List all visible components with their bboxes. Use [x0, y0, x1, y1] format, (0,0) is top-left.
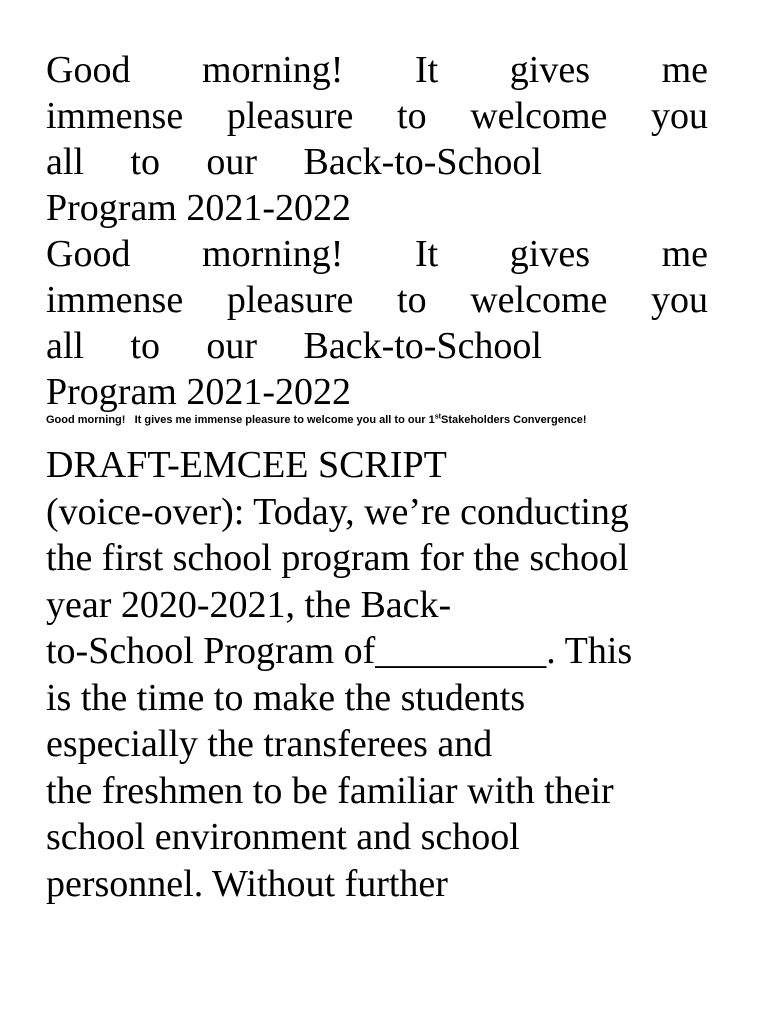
welcome-2-line-3: all to our Back-to-School	[46, 325, 542, 367]
welcome-paragraph-1	[46, 47, 708, 231]
script-line-2: (voice-over): Today, we’re conducting	[46, 490, 629, 533]
emcee-script	[46, 442, 726, 907]
welcome-1-line-1: Good morning! It gives me	[46, 49, 708, 91]
script-line-5: to-School Program of_________. This	[46, 630, 633, 672]
small-greeting-line	[46, 412, 726, 428]
script-line-9: school environment and school	[46, 816, 520, 858]
welcome-1-line-3: all to our Back-to-School	[46, 141, 542, 183]
script-line-3: the first school program for the school	[46, 537, 629, 579]
welcome-paragraph-2	[46, 231, 708, 415]
small-greeting-event: Stakeholders Convergence!	[440, 414, 587, 426]
small-greeting-text: Good morning! It gives me immense pleasure to welcome you all to our 1	[46, 414, 435, 426]
welcome-1-line-4: Program 2021-2022	[46, 187, 352, 229]
welcome-2-line-2: immense pleasure to welcome you	[46, 279, 708, 321]
welcome-1-line-2: immense pleasure to welcome you	[46, 95, 708, 137]
welcome-2-line-4: Program 2021-2022	[46, 371, 352, 413]
script-line-4: year 2020-2021, the Back-	[46, 583, 452, 626]
script-line-8: the freshmen to be familiar with their	[46, 769, 614, 812]
script-line-7: especially the transferees and	[46, 723, 493, 765]
script-line-10: personnel. Without further	[46, 862, 448, 905]
welcome-2-line-1: Good morning! It gives me	[46, 233, 708, 275]
script-title: DRAFT-EMCEE SCRIPT	[46, 444, 447, 486]
script-line-6: is the time to make the students	[46, 676, 526, 719]
ordinal-superscript: st	[434, 413, 441, 421]
